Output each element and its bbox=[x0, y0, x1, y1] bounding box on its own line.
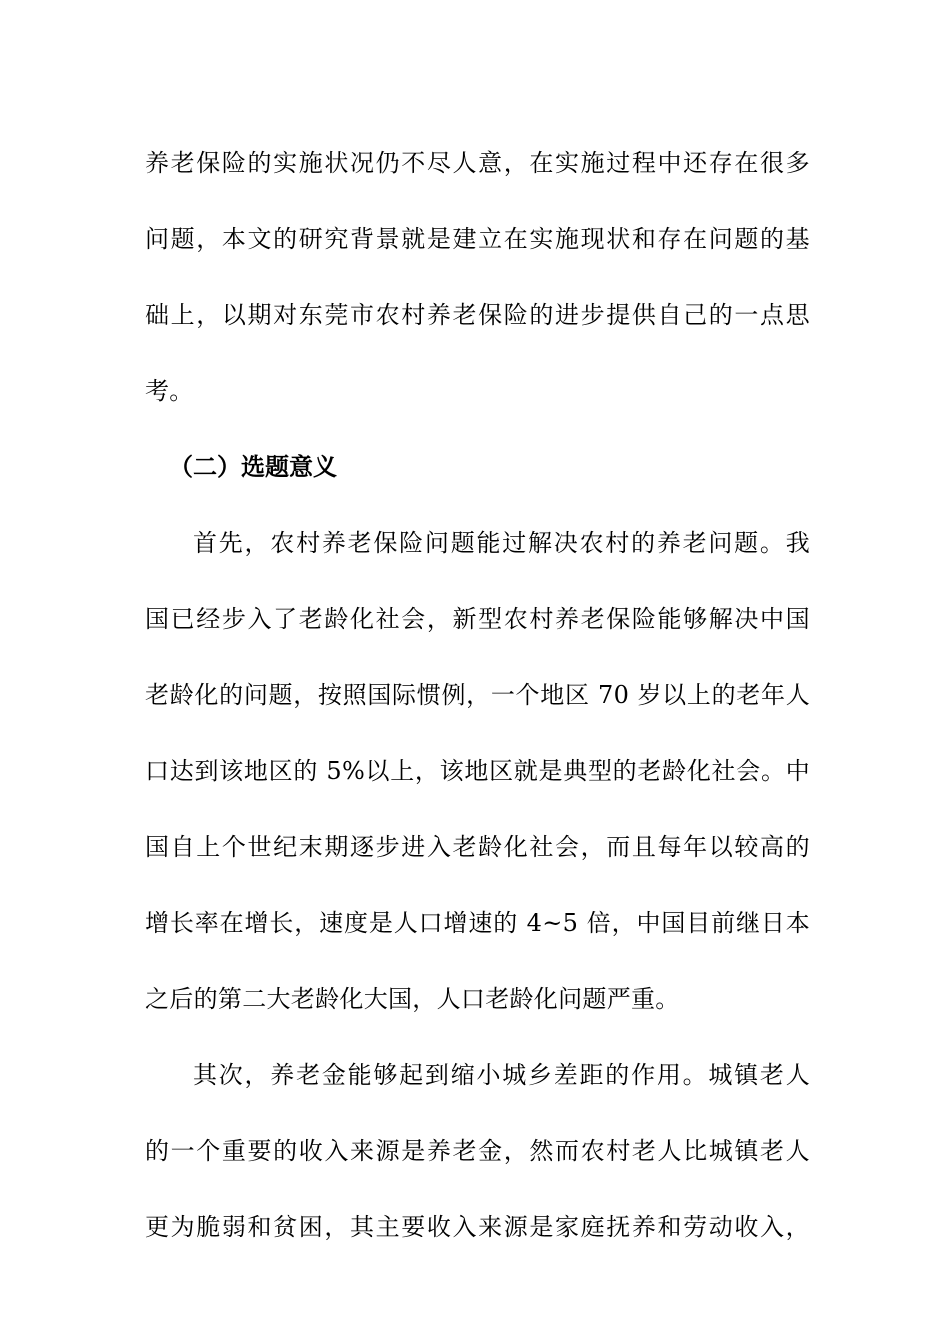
paragraph-line: 国自上个世纪末期逐步进入老龄化社会，而且每年以较高的 bbox=[145, 833, 810, 861]
paragraph-line: 问题，本文的研究背景就是建立在实施现状和存在问题的基 bbox=[145, 225, 810, 253]
paragraph-line: 首先，农村养老保险问题能过解决农村的养老问题。我 bbox=[193, 529, 810, 557]
paragraph-line: 国已经步入了老龄化社会，新型农村养老保险能够解决中国 bbox=[145, 605, 810, 633]
paragraph-2 bbox=[145, 505, 810, 1037]
paragraph-line: 之后的第二大老龄化大国，人口老龄化问题严重。 bbox=[145, 985, 680, 1013]
section-heading: （二）选题意义 bbox=[169, 452, 337, 481]
paragraph-line: 老龄化的问题，按照国际惯例，一个地区 70 岁以上的老年人 bbox=[145, 681, 810, 709]
paragraph-line: 增长率在增长，速度是人口增速的 4~5 倍，中国目前继日本 bbox=[145, 909, 810, 937]
paragraph-line: 考。 bbox=[145, 377, 194, 405]
paragraph-3 bbox=[145, 1037, 810, 1265]
paragraph-line: 口达到该地区的 5%以上，该地区就是典型的老龄化社会。中 bbox=[145, 757, 810, 785]
paragraph-line: 养老保险的实施状况仍不尽人意，在实施过程中还存在很多 bbox=[145, 149, 810, 177]
paragraph-line: 更为脆弱和贫困，其主要收入来源是家庭抚养和劳动收入， bbox=[145, 1213, 810, 1241]
paragraph-line: 的一个重要的收入来源是养老金，然而农村老人比城镇老人 bbox=[145, 1137, 810, 1165]
document-body bbox=[145, 125, 810, 1265]
paragraph-1 bbox=[145, 125, 810, 429]
paragraph-line: 础上，以期对东莞市农村养老保险的进步提供自己的一点思 bbox=[145, 301, 810, 329]
paragraph-line: 其次，养老金能够起到缩小城乡差距的作用。城镇老人 bbox=[193, 1061, 810, 1089]
